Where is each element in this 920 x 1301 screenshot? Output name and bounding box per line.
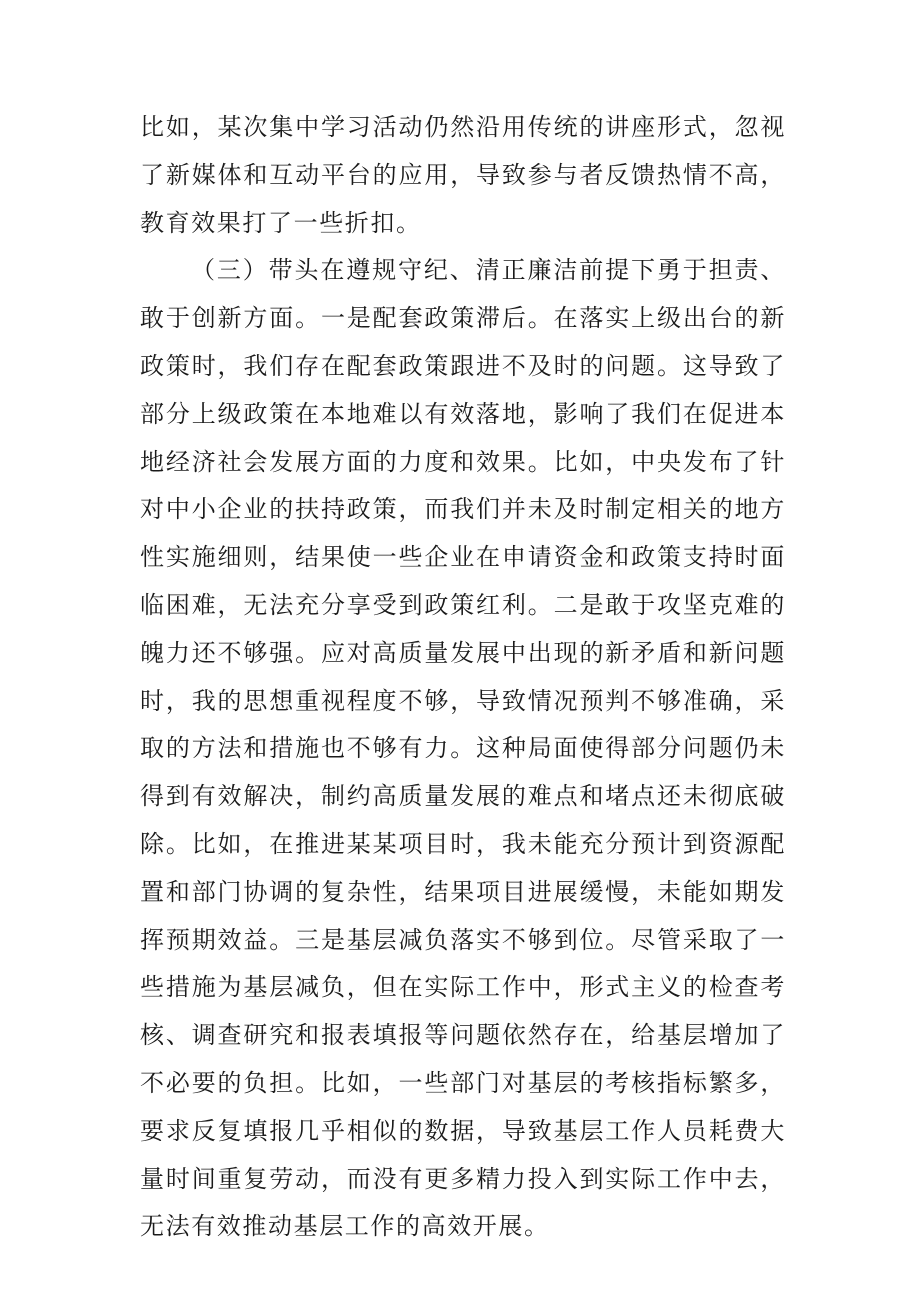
document-body [140,104,786,1251]
paragraph-continuation: 比如，某次集中学习活动仍然沿用传统的讲座形式，忽视了新媒体和互动平台的应用，导致参与者反馈热情不高，教育效果打了一些折扣。 [140,113,786,237]
paragraph-section-three: （三）带头在遵规守纪、清正廉洁前提下勇于担责、敢于创新方面。一是配套政策滞后。在落实上级出台的新政策时，我们存在配套政策跟进不及时的问题。这导致了部分上级政策在本地难以有效落地，影响了我们在促进本地经济社会发展方面的力度和效果。比如，中央发布了针对中小企业的扶持政策，而我们并未及时制定相关的地方性实施细则，结果使一些企业在申请资金和政策支持时面临困难，无法充分享受到政策红利。二是敢于攻坚克难的魄力还不够强。应对高质量发展中出现的新矛盾和新问题时，我的思想重视程度不够，导致情况预判不够准确，采取的方法和措施也不够有力。这种局面使得部分问题仍未得到有效解决，制约高质量发展的难点和堵点还未彻底破除。比如，在推进某某项目时，我未能充分预计到资源配置和部门协调的复杂性，结果项目进展缓慢，未能如期发挥预期效益。三是基层减负落实不够到位。尽管采取了一些措施为基层减负，但在实际工作中，形式主义的检查考核、调查研究和报表填报等问题依然存在，给基层增加了不必要的负担。比如，一些部门对基层的考核指标繁多，要求反复填报几乎相似的数据，导致基层工作人员耗费大量时间重复劳动，而没有更多精力投入到实际工作中去，无法有效推动基层工作的高效开展。 [140,256,786,1241]
